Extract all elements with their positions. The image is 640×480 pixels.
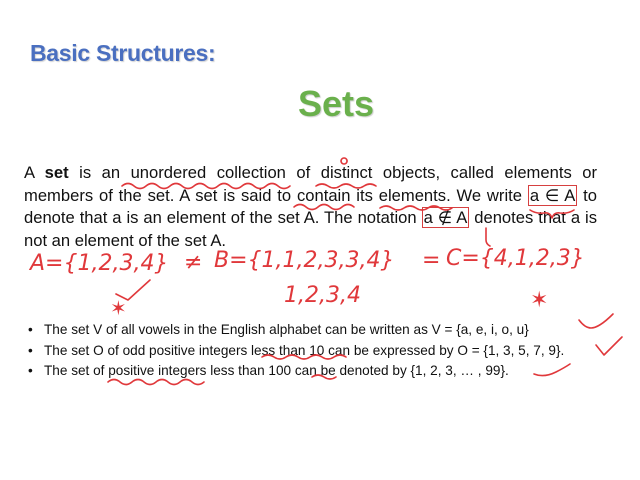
- bullet-glyph: •: [28, 322, 33, 337]
- handwritten-cross-a: ✶: [110, 296, 127, 320]
- definition-paragraph: [24, 162, 597, 252]
- para-text-4: denotes that a is not an element of the set A.: [24, 208, 597, 250]
- handwritten-note-b: 1,2,3,4: [284, 283, 361, 308]
- handwritten-cross-c: ✶: [530, 288, 549, 313]
- para-text-2: is an unordered collection of distinct objects, called elements or members of the set. A set is said to contain its elements. We write: [24, 163, 597, 205]
- bullet-text: The set O of odd positive integers less than 10 can be expressed by O = {1, 3, 5, 7, 9}.: [44, 342, 565, 358]
- example-list: [28, 320, 608, 382]
- handwritten-set-b: B={1,1,2,3,3,4}: [214, 248, 395, 273]
- notation-not-element-of: a ∉ A: [423, 208, 468, 227]
- bullet-glyph: •: [28, 342, 33, 358]
- handwritten-set-a: A={1,2,3,4}: [30, 251, 169, 276]
- handwritten-not-equal: ≠: [184, 250, 203, 275]
- list-item: [28, 341, 608, 362]
- para-text-3: to denote that a is an element of the set A. The notation: [24, 185, 598, 227]
- bullet-text: The set V of all vowels in the English alphabet can be written as V = {a, e, i, o, u}: [44, 322, 529, 337]
- keyword-set: set: [44, 163, 69, 182]
- slide-title: Sets: [297, 83, 375, 124]
- list-item: [28, 361, 608, 382]
- bullet-glyph: •: [28, 363, 33, 378]
- bullet-text: The set of positive integers less than 100 can be denoted by {1, 2, 3, … , 99}.: [44, 363, 509, 378]
- para-text-1: A: [24, 163, 45, 182]
- handwritten-set-c: C={4,1,2,3}: [446, 246, 585, 271]
- slide-heading: Basic Structures:: [30, 40, 216, 66]
- notation-element-of: a ∈ A: [529, 185, 576, 205]
- handwritten-equal: =: [422, 248, 441, 273]
- list-item: [28, 320, 608, 341]
